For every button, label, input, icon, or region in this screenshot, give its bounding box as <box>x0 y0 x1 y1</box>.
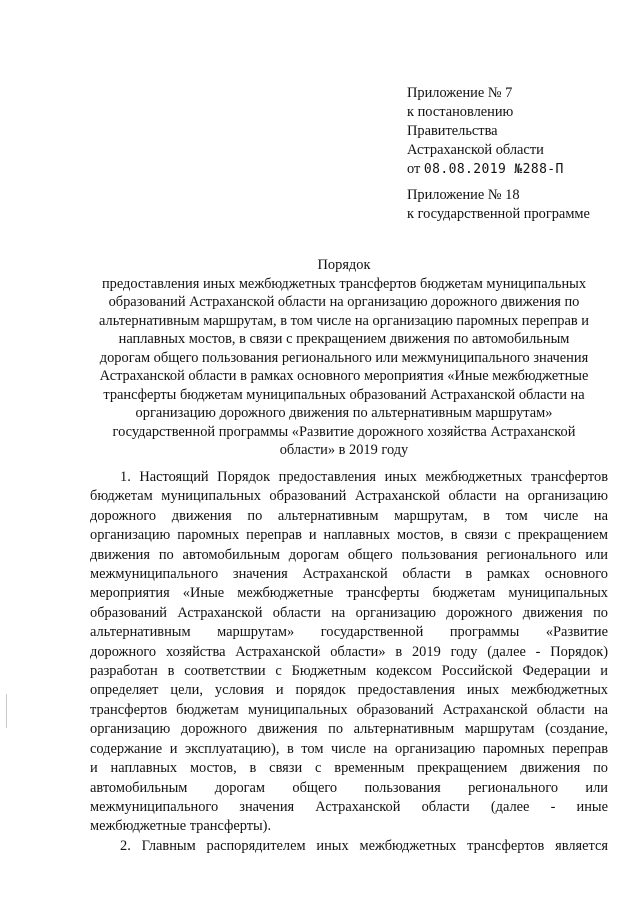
title-line: предоставления иных межбюджетных трансфертов бюджетам муниципальных <box>101 275 587 292</box>
appendix-7-date-line <box>407 160 564 179</box>
title-line: трансферты бюджетам муниципальных образований Астраханской области на <box>103 386 585 403</box>
body-line: определяет цели, условия и порядок предоставления иных межбюджетных <box>90 682 608 699</box>
body-line: дорожного хозяйства Астраханской области» в 2019 году (далее - Порядок) <box>90 643 608 660</box>
body-line: и наплавных мостов, в связи с временным прекращением движения по <box>90 760 608 777</box>
body-line: межмуниципального значения Астраханской области в рамках основного <box>90 566 608 583</box>
body-line: альтернативным маршрутам» государственной программы «Развитие <box>90 624 608 641</box>
title-line: альтернативным маршрутам, в том числе на организацию паромных переправ и <box>99 312 589 329</box>
document-body <box>90 468 608 856</box>
title-line: Астраханской области в рамках основного мероприятия «Иные межбюджетные <box>99 368 589 384</box>
title-line: организацию дорожного движения по альтернативным маршрутам» <box>135 405 553 421</box>
paragraph-2 <box>90 837 608 856</box>
title-line: образований Астраханской области на организацию дорожного движения по <box>108 294 580 310</box>
appendix-18-line: к государственной программе <box>407 206 590 222</box>
body-line: образований Астраханской области на организацию дорожного движения по <box>90 604 608 621</box>
title-line: дорогам общего пользования регионального или межмуниципального значения <box>99 349 589 366</box>
title-line: наплавных мостов, в связи с прекращением движения по автомобильным <box>118 331 570 347</box>
title-line: области» в 2019 году <box>279 442 409 458</box>
appendix-18-header <box>407 186 590 224</box>
appendix-7-line: к постановлению <box>407 104 514 120</box>
scan-margin-mark <box>6 694 7 728</box>
date-prefix: от <box>407 161 421 177</box>
paragraph-1 <box>90 468 608 837</box>
appendix-7-line: Правительства <box>407 123 498 139</box>
appendix-7-header <box>407 84 564 179</box>
body-line: бюджетам муниципальных образований Астраханской области на организацию <box>90 488 608 505</box>
body-line: трансфертов бюджетам муниципальных образований Астраханской области на <box>90 701 608 718</box>
body-line: 2. Главным распорядителем иных межбюджетных трансфертов является <box>120 837 608 854</box>
body-line: движения по автомобильным дорогам общего пользования регионального или <box>90 546 608 563</box>
date-stamp: 08.08.2019 №288-П <box>423 162 564 177</box>
body-line: содержание и эксплуатацию), в том числе на организацию паромных переправ <box>90 740 608 757</box>
appendix-7-line: Приложение № 7 <box>407 85 513 101</box>
body-line: дорожного движения по альтернативным маршрутам, в том числе на <box>90 507 608 524</box>
title-line: государственной программы «Развитие дорожного хозяйства Астраханской <box>112 423 576 440</box>
body-line: межбюджетные трансферты). <box>90 818 272 835</box>
appendix-18-line: Приложение № 18 <box>407 187 520 203</box>
document-title <box>84 256 604 460</box>
body-line: мероприятия «Иные межбюджетные трансферты бюджетам муниципальных <box>90 585 608 602</box>
appendix-7-line: Астраханской области <box>407 142 544 158</box>
body-line: автомобильным дорогам общего пользования регионального или <box>90 779 608 796</box>
body-line: разработан в соответствии с Бюджетным кодексом Российской Федерации и <box>90 663 608 680</box>
body-line: межмуниципального значения Астраханской области (далее - иные <box>90 798 608 815</box>
title-heading: Порядок <box>317 257 371 273</box>
body-line: 1. Настоящий Порядок предоставления иных межбюджетных трансфертов <box>120 469 608 485</box>
body-line: организацию паромных переправ и наплавных мостов, в связи с прекращением <box>90 527 608 544</box>
body-line: организацию дорожного движения по альтернативным маршрутам (создание, <box>90 721 608 738</box>
